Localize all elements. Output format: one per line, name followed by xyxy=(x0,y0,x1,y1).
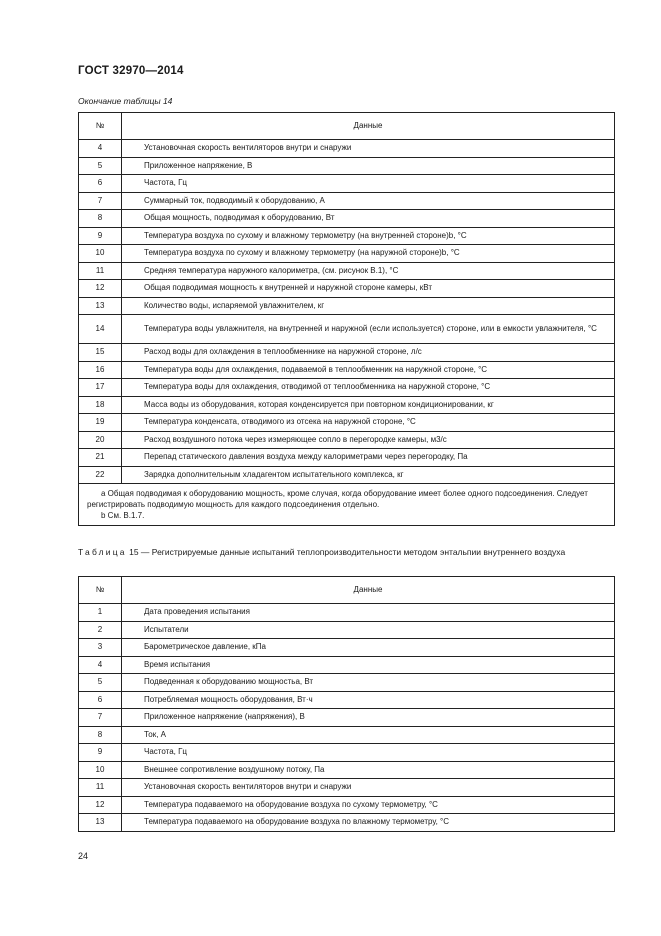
row-data: Температура воздуха по сухому и влажному термометру (на внутренней стороне)b, °C xyxy=(122,227,615,245)
table-row xyxy=(79,227,615,245)
table-15 xyxy=(78,576,615,832)
row-number: 14 xyxy=(79,315,122,344)
row-data: Потребляемая мощность оборудования, Вт·ч xyxy=(122,691,615,709)
row-data: Зарядка дополнительным хладагентом испытательного комплекса, кг xyxy=(122,466,615,484)
row-data: Частота, Гц xyxy=(122,744,615,762)
row-data: Общая подводимая мощность к внутренней и наружной стороне камеры, кВт xyxy=(122,280,615,298)
table-14 xyxy=(78,112,615,526)
footnote-a: a Общая подводимая к оборудованию мощность, кроме случая, когда оборудование имеет более одного подсоединения. Следует регистрировать подводимую мощность для каждого подсоединения отдельно. xyxy=(87,489,588,509)
row-number: 4 xyxy=(79,656,122,674)
row-number: 5 xyxy=(79,157,122,175)
row-data: Установочная скорость вентиляторов внутри и снаружи xyxy=(122,140,615,158)
page-number: 24 xyxy=(78,851,89,861)
row-data: Подведенная к оборудованию мощностьa, Вт xyxy=(122,674,615,692)
row-data: Расход воздушного потока через измеряющее сопло в перегородке камеры, м3/с xyxy=(122,431,615,449)
row-number: 21 xyxy=(79,449,122,467)
table15-caption xyxy=(78,546,618,559)
table-row xyxy=(79,175,615,193)
row-number: 10 xyxy=(79,761,122,779)
row-number: 13 xyxy=(79,297,122,315)
table-row xyxy=(79,361,615,379)
table-row xyxy=(79,315,615,344)
row-number: 19 xyxy=(79,414,122,432)
row-data: Температура воздуха по сухому и влажному термометру (на наружной стороне)b, °C xyxy=(122,245,615,263)
table-row xyxy=(79,796,615,814)
table-row xyxy=(79,744,615,762)
column-header-data: Данные xyxy=(122,577,615,604)
row-data: Время испытания xyxy=(122,656,615,674)
row-data: Приложенное напряжение (напряжения), В xyxy=(122,709,615,727)
table15-caption-prefix: Таблица xyxy=(78,547,127,557)
table-row xyxy=(79,344,615,362)
table-row xyxy=(79,157,615,175)
row-number: 10 xyxy=(79,245,122,263)
row-number: 15 xyxy=(79,344,122,362)
row-number: 3 xyxy=(79,639,122,657)
row-data: Температура воды для охлаждения, отводимой от теплообменника на наружной стороне, °C xyxy=(122,379,615,397)
row-data: Установочная скорость вентиляторов внутри и снаружи xyxy=(122,779,615,797)
table-row xyxy=(79,379,615,397)
row-data: Перепад статического давления воздуха между калориметрами через перегородку, Па xyxy=(122,449,615,467)
row-data: Температура воды увлажнителя, на внутренней и наружной (если используется) стороне, или в емкости увлажнителя, °C xyxy=(122,315,615,344)
table-row xyxy=(79,192,615,210)
table-row xyxy=(79,726,615,744)
row-number: 7 xyxy=(79,192,122,210)
row-number: 12 xyxy=(79,280,122,298)
row-data: Внешнее сопротивление воздушному потоку, Па xyxy=(122,761,615,779)
row-data: Барометрическое давление, кПа xyxy=(122,639,615,657)
table-row xyxy=(79,779,615,797)
column-header-data: Данные xyxy=(122,113,615,140)
table-row xyxy=(79,674,615,692)
table14-caption: Окончание таблицы 14 xyxy=(78,96,173,106)
table-notes-row xyxy=(79,484,615,526)
row-data: Испытатели xyxy=(122,621,615,639)
table-row xyxy=(79,245,615,263)
table-row xyxy=(79,814,615,832)
row-number: 6 xyxy=(79,175,122,193)
row-number: 22 xyxy=(79,466,122,484)
row-number: 18 xyxy=(79,396,122,414)
row-data: Суммарный ток, подводимый к оборудованию, А xyxy=(122,192,615,210)
row-number: 1 xyxy=(79,604,122,622)
row-data: Частота, Гц xyxy=(122,175,615,193)
table-row xyxy=(79,262,615,280)
row-number: 5 xyxy=(79,674,122,692)
table-row xyxy=(79,621,615,639)
row-data: Ток, А xyxy=(122,726,615,744)
table-row xyxy=(79,414,615,432)
row-data: Температура конденсата, отводимого из отсека на наружной стороне, °C xyxy=(122,414,615,432)
table-row xyxy=(79,140,615,158)
table-row xyxy=(79,280,615,298)
row-number: 2 xyxy=(79,621,122,639)
table-row xyxy=(79,691,615,709)
table-row xyxy=(79,656,615,674)
table-row xyxy=(79,709,615,727)
row-number: 16 xyxy=(79,361,122,379)
row-number: 12 xyxy=(79,796,122,814)
table-row xyxy=(79,449,615,467)
row-data: Приложенное напряжение, В xyxy=(122,157,615,175)
table-row xyxy=(79,761,615,779)
footnote-b: b См. В.1.7. xyxy=(101,511,145,520)
row-data: Дата проведения испытания xyxy=(122,604,615,622)
table-header-row xyxy=(79,113,615,140)
table15-caption-text: 15 — Регистрируемые данные испытаний теплопроизводительности методом энтальпии внутреннего воздуха xyxy=(126,547,566,557)
document-header: ГОСТ 32970—2014 xyxy=(78,65,184,77)
row-data: Расход воды для охлаждения в теплообменнике на наружной стороне, л/с xyxy=(122,344,615,362)
table-row xyxy=(79,297,615,315)
table-notes xyxy=(79,484,615,526)
row-number: 17 xyxy=(79,379,122,397)
row-data: Температура подаваемого на оборудование воздуха по сухому термометру, °C xyxy=(122,796,615,814)
row-data: Общая мощность, подводимая к оборудованию, Вт xyxy=(122,210,615,228)
row-number: 9 xyxy=(79,744,122,762)
row-number: 8 xyxy=(79,726,122,744)
table-row xyxy=(79,639,615,657)
row-data: Количество воды, испаряемой увлажнителем, кг xyxy=(122,297,615,315)
row-number: 6 xyxy=(79,691,122,709)
table-row xyxy=(79,604,615,622)
table-row xyxy=(79,396,615,414)
row-number: 9 xyxy=(79,227,122,245)
table-header-row xyxy=(79,577,615,604)
table-row xyxy=(79,466,615,484)
row-number: 13 xyxy=(79,814,122,832)
row-number: 11 xyxy=(79,779,122,797)
row-data: Средняя температура наружного калориметра, (см. рисунок В.1), °C xyxy=(122,262,615,280)
table-row xyxy=(79,210,615,228)
row-number: 20 xyxy=(79,431,122,449)
row-number: 7 xyxy=(79,709,122,727)
row-data: Масса воды из оборудования, которая конденсируется при повторном кондиционировании, кг xyxy=(122,396,615,414)
row-number: 4 xyxy=(79,140,122,158)
row-data: Температура воды для охлаждения, подаваемой в теплообменник на наружной стороне, °C xyxy=(122,361,615,379)
column-header-number: № xyxy=(79,577,122,604)
column-header-number: № xyxy=(79,113,122,140)
row-number: 8 xyxy=(79,210,122,228)
table-row xyxy=(79,431,615,449)
row-data: Температура подаваемого на оборудование воздуха по влажному термометру, °C xyxy=(122,814,615,832)
row-number: 11 xyxy=(79,262,122,280)
